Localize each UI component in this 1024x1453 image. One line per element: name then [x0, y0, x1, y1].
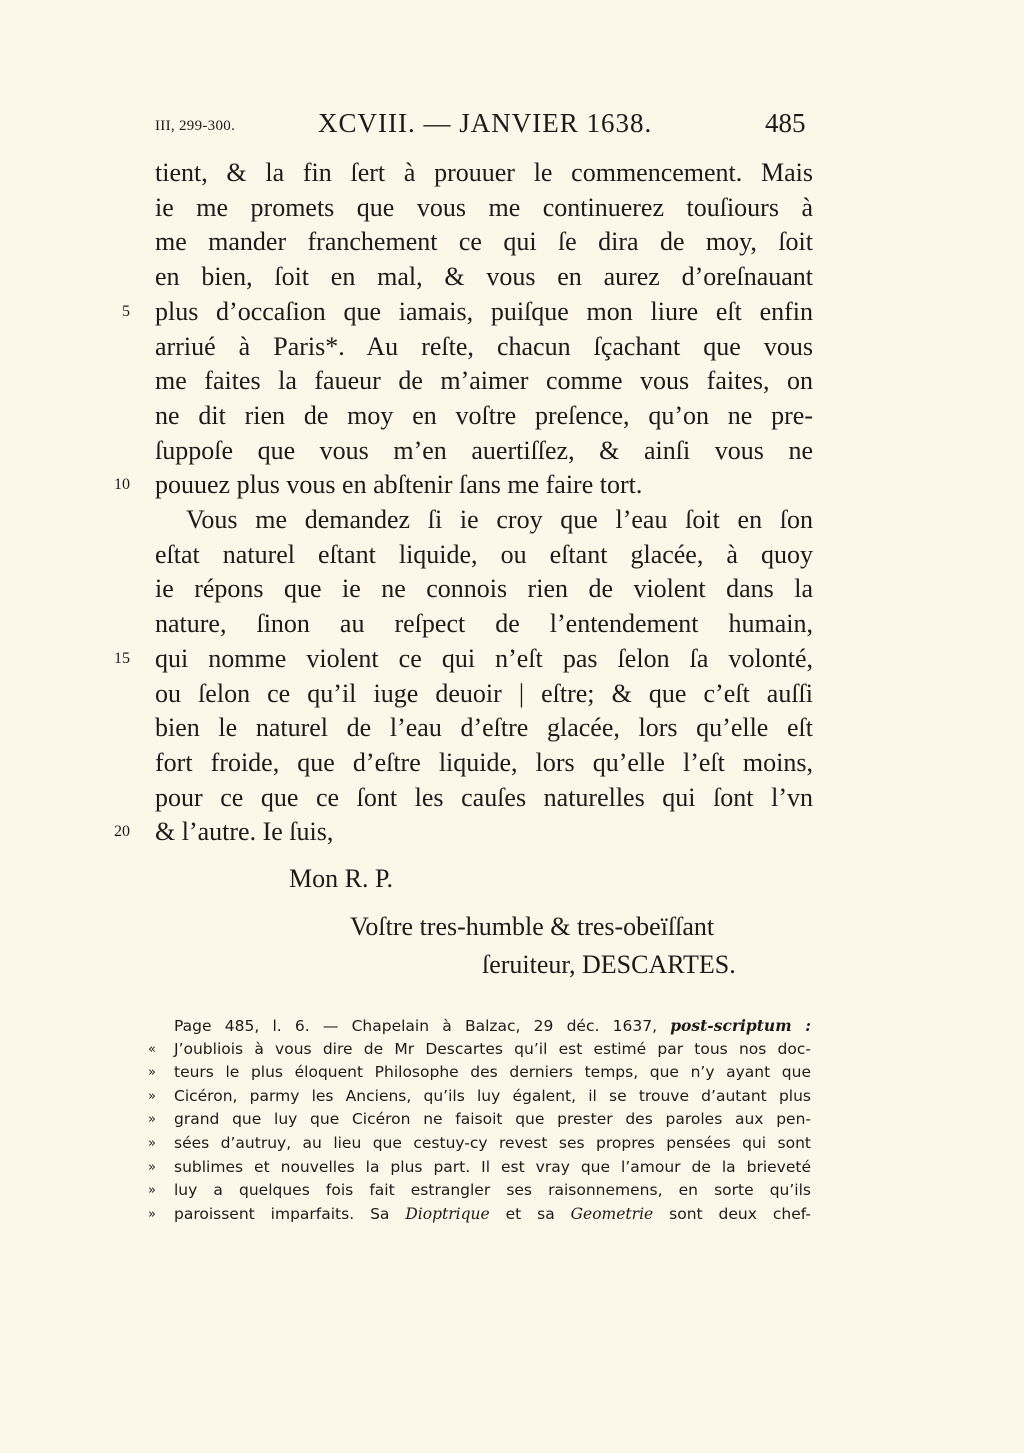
page-number: 485 [765, 108, 806, 138]
quote-mark: » [148, 1183, 156, 1199]
body-line: & l’autre. Ie ſuis, [155, 817, 334, 847]
signature-line-1: Voſtre tres-humble & tres-obeïſſant [350, 912, 715, 941]
body-line: ne dit rien de moy en voſtre preſence, qu’on ne pre- [155, 400, 813, 430]
footnote-lead: Page 485, l. 6. — Chapelain à Balzac, 29 déc. 1637, [174, 1017, 657, 1035]
body-line: fort froide, que d’eſtre liquide, lors qu’elle l’eſt moins, [155, 747, 813, 777]
quote-mark: » [148, 1136, 156, 1151]
body-line: ou ſelon ce qu’il iuge deuoir | eſtre; & que c’eſt auſſi [155, 678, 813, 708]
signature-line-2: ſeruiteur, DESCARTES. [482, 950, 736, 979]
footnote-line: sées d’autruy, au lieu que cestuy-cy revest ses propres pensées qui sont [174, 1134, 811, 1152]
body-line: pour ce que ce ſont les cauſes naturelles qui ſont l’vn [155, 782, 813, 812]
body-line: en bien, ſoit en mal, & vous en aurez d’oreſnauant [155, 262, 813, 292]
footnote-lead-line [174, 1014, 811, 1038]
body-line: plus d’occaſion que iamais, puiſque mon liure eſt enfin [155, 296, 813, 326]
footnote-line: sublimes et nouvelles la plus part. Il est vray que l’amour de la brieveté [174, 1157, 811, 1176]
body-line: pouuez plus vous en abſtenir ſans me faire tort. [155, 470, 643, 500]
body-line: ſuppoſe que vous m’en auertiſſez, & ainſi vous ne [155, 435, 813, 465]
footnote-text: et sa [505, 1204, 555, 1223]
body-line: qui nomme violent ce qui n’eſt pas ſelon ſa volonté, [155, 643, 813, 673]
body-line: ie répons que ie ne connois rien de violent dans la [155, 574, 813, 604]
footnote-line: luy a quelques fois fait estrangler ses raisonnemens, en sorte qu’ils [174, 1181, 811, 1200]
body-line: tient, & la fin ſert à prouuer le commencement. Mais [155, 158, 813, 187]
footnote-last-line [174, 1203, 811, 1227]
body-line: ie me promets que vous me continuerez touſiours à [155, 192, 813, 222]
body-line: arriué à Paris*. Au reſte, chacun ſçachant que vous [155, 331, 813, 361]
quote-mark: » [148, 1159, 156, 1175]
footnote-line: Cicéron, parmy les Anciens, qu’ils luy égalent, il se trouve d’autant plus [174, 1086, 811, 1105]
line-number: 10 [114, 476, 130, 494]
running-head [0, 106, 1024, 146]
line-number: 15 [114, 649, 130, 667]
line-number: 5 [122, 302, 130, 320]
quote-mark: « [148, 1041, 156, 1057]
footnote-lead-emphasis: post-scriptum : [670, 1016, 811, 1035]
body-line: eſtat naturel eſtant liquide, ou eſtant glacée, à quoy [155, 539, 813, 569]
quote-mark: » [148, 1065, 156, 1081]
body-line: me faites la faueur de m’aimer comme vous faites, on [155, 366, 813, 396]
footnote-line: teurs le plus éloquent Philosophe des derniers temps, que n’y ayant que [174, 1063, 811, 1082]
line-number: 20 [114, 823, 130, 841]
quote-mark: » [148, 1088, 156, 1104]
work-title-geometrie: Geometrie [570, 1204, 654, 1223]
body-line: Vous me demandez ſi ie croy que l’eau ſoit en ſon [186, 505, 813, 534]
body-line: me mander franchement ce qui ſe dira de moy, ſoit [155, 227, 813, 257]
running-head-reference: III, 299-300. [155, 118, 236, 134]
salutation: Mon R. P. [289, 864, 394, 893]
body-line: nature, ſinon au reſpect de l’entendement humain, [155, 609, 813, 639]
quote-mark: » [148, 1112, 156, 1128]
footnote-text: sont deux chef- [669, 1204, 811, 1223]
work-title-dioptrique: Dioptrique [405, 1204, 490, 1223]
body-line: bien le naturel de l’eau d’eſtre glacée, lors qu’elle eſt [155, 713, 813, 743]
running-head-title: XCVIII. — JANVIER 1638. [318, 108, 653, 138]
footnote-text: paroissent imparfaits. Sa [174, 1204, 390, 1223]
footnote-line: J’oubliois à vous dire de Mr Descartes qu’il est estimé par tous nos doc- [174, 1039, 811, 1058]
quote-mark: » [148, 1206, 156, 1222]
footnote-line: grand que luy que Cicéron ne faisoit que prester des paroles aux pen- [174, 1110, 811, 1129]
